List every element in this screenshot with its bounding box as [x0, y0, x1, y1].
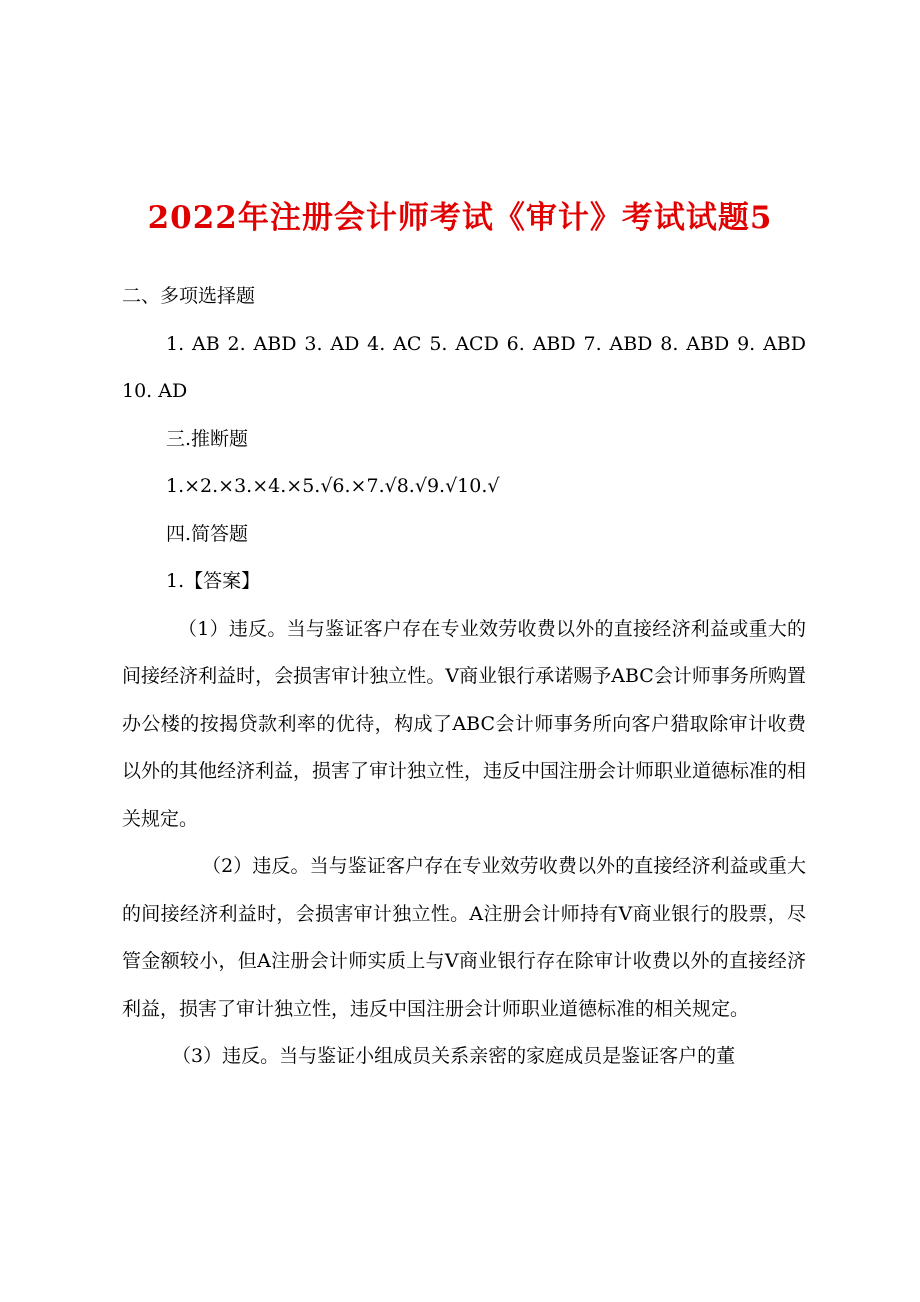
- answer-paragraph: （3）违反。当与鉴证小组成员关系亲密的家庭成员是鉴证客户的董: [172, 1045, 736, 1067]
- answer-paragraph: （1）违反。当与鉴证客户存在专业效劳收费以外的直接经济利益或重大的间接经济利益时，会损害审计独立性。V商业银行承诺赐予ABC会计师事务所购置办公楼的按揭贷款利率的优待，构成了ABC会计师事务所向客户猎取除审计收费以外的其他经济利益，损害了审计独立性，违反中国注册会计师职业道德标准的相关规定。: [122, 617, 807, 830]
- document-body: [122, 273, 806, 1081]
- section-heading-short-answer: 四.简答题: [166, 522, 249, 545]
- document-title: 2022年注册会计师考试《审计》考试试题5: [147, 200, 773, 236]
- multi-choice-answers: 1. AB 2. ABD 3. AD 4. AC 5. ACD 6. ABD 7. ABD 8. ABD 9. ABD 10. AD: [122, 332, 806, 402]
- section-heading-multi-choice: 二、多项选择题: [122, 285, 256, 307]
- judgement-answers: 1.×2.×3.×4.×5.√6.×7.√8.√9.√10.√: [166, 475, 500, 497]
- answer-label: 1.【答案】: [166, 570, 261, 592]
- answer-paragraph: （2）违反。当与鉴证客户存在专业效劳收费以外的直接经济利益或重大的间接经济利益时，会损害审计独立性。A注册会计师持有V商业银行的股票，尽管金额较小，但A注册会计师实质上与V商业银行存在除审计收费以外的直接经济利益，损害了审计独立性，违反中国注册会计师职业道德标准的相关规定。: [122, 855, 806, 1020]
- section-heading-judgement: 三.推断题: [166, 427, 249, 450]
